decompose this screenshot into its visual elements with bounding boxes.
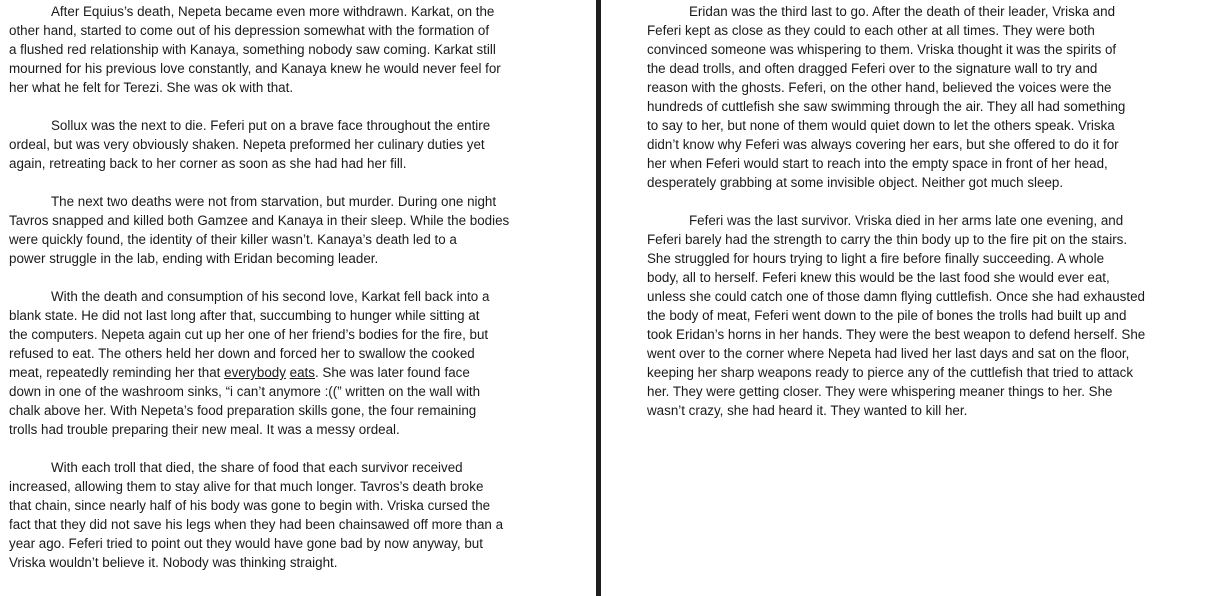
text-line: down in one of the washroom sinks, “i can’t anymore :((” written on the wall with (9, 384, 481, 399)
text-line: that chain, since nearly half of his body was gone to begin with. Vriska cursed the (9, 498, 491, 513)
text-line: other hand, started to come out of his depression somewhat with the formation of (9, 23, 490, 38)
text-line: Tavros snapped and killed both Gamzee and Kanaya in their sleep. While the bodies (9, 213, 510, 228)
text-line: refused to eat. The others held her down and forced her to swallow the cooked (9, 346, 475, 361)
text-line: The next two deaths were not from starvation, but murder. During one night (51, 194, 497, 209)
text-line: her what he felt for Terezi. She was ok with that. (9, 80, 294, 95)
text-line: mourned for his previous love constantly, and Kanaya knew he would never feel for (9, 61, 501, 76)
paragraph (9, 116, 569, 173)
text-line: body, all to herself. Feferi knew this would be the last food she would ever eat, (647, 270, 1110, 285)
text-line: Sollux was the next to die. Feferi put on a brave face throughout the entire (51, 118, 491, 133)
text-line: to say to her, but none of them would quiet down to let the others speak. Vriska (647, 118, 1115, 133)
text-line: After Equius’s death, Nepeta became even more withdrawn. Karkat, on the (51, 4, 495, 19)
text-line: the body of meat, Feferi went down to the pile of bones the trolls had built up and (647, 308, 1127, 323)
text-line: fact that they did not save his legs when they had been chainsawed off more than a (9, 517, 504, 532)
text-line: Feferi barely had the strength to carry the thin body up to the fire pit on the stairs. (647, 232, 1128, 247)
text-line: didn’t know why Feferi was always covering her ears, but she offered to do it for (647, 137, 1119, 152)
paragraph (9, 458, 569, 572)
text-line: again, retreating back to her corner as soon as she had had her fill. (9, 156, 407, 171)
text-line: increased, allowing them to stay alive for that much longer. Tavros’s death broke (9, 479, 484, 494)
paragraph (9, 2, 569, 97)
text-line: reason with the ghosts. Feferi, on the other hand, believed the voices were the (647, 80, 1112, 95)
underlined-word: everybody (224, 365, 286, 380)
text-line: Feferi was the last survivor. Vriska died in her arms late one evening, and (689, 213, 1124, 228)
text-line: With the death and consumption of his second love, Karkat fell back into a (51, 289, 490, 304)
underlined-word: eats (289, 365, 315, 380)
text-line: power struggle in the lab, ending with Eridan becoming leader. (9, 251, 379, 266)
text-line: unless she could catch one of those damn flying cuttlefish. Once she had exhausted (647, 289, 1145, 304)
paragraph (9, 192, 569, 268)
text-segment: . She was later found face (314, 365, 470, 380)
text-line: With each troll that died, the share of food that each survivor received (51, 460, 463, 475)
text-line: Feferi kept as close as they could to each other at all times. They were both (647, 23, 1095, 38)
text-line: Vriska wouldn’t believe it. Nobody was thinking straight. (9, 555, 338, 570)
text-line: trolls had trouble preparing their new meal. It was a messy ordeal. (9, 422, 400, 437)
text-line: year ago. Feferi tried to point out they would have gone bad by now anyway, but (9, 536, 483, 551)
text-line: blank state. He did not last long after that, succumbing to hunger while sitting at (9, 308, 480, 323)
text-segment: meat, repeatedly reminding her that (9, 365, 225, 380)
text-line: went over to the corner where Nepeta had lived her last days and sat on the floor, (647, 346, 1130, 361)
text-line: keeping her sharp weapons ready to pierce any of the cuttlefish that tried to attack (647, 365, 1134, 380)
text-line (9, 363, 569, 382)
text-line: were quickly found, the identity of their killer wasn’t. Kanaya’s death led to a (9, 232, 457, 247)
text-line: her. They were getting closer. They were whispering meaner things to her. She (647, 384, 1113, 399)
text-line: hundreds of cuttlefish she saw swimming through the air. They all had something (647, 99, 1126, 114)
text-line: Eridan was the third last to go. After the death of their leader, Vriska and (689, 4, 1116, 19)
text-line: convinced someone was whispering to them. Vriska thought it was the spirits of (647, 42, 1117, 57)
paragraph (9, 287, 569, 439)
text-line: took Eridan’s horns in her hands. They were the best weapon to defend herself. She (647, 327, 1146, 342)
text-line: the dead trolls, and often dragged Feferi over to the signature wall to try and (647, 61, 1098, 76)
text-line: chalk above her. With Nepeta’s food preparation skills gone, the four remaining (9, 403, 477, 418)
paragraph (647, 2, 1206, 192)
text-line: ordeal, but was very obviously shaken. Nepeta preformed her culinary duties yet (9, 137, 485, 152)
page-divider (596, 0, 601, 596)
text-line: her when Feferi would start to reach into the empty space in front of her head, (647, 156, 1108, 171)
text-line: wasn’t crazy, she had heard it. They wanted to kill her. (647, 403, 968, 418)
text-line: the computers. Nepeta again cut up her one of her friend’s bodies for the fire, but (9, 327, 489, 342)
paragraph (647, 211, 1206, 420)
right-page (647, 2, 1206, 596)
text-line: desperately grabbing at some invisible object. Neither got much sleep. (647, 175, 1064, 190)
left-page (9, 2, 569, 596)
text-line: She struggled for hours trying to light a fire before finally succeeding. A whole (647, 251, 1105, 266)
text-line: a flushed red relationship with Kanaya, something nobody saw coming. Karkat still (9, 42, 496, 57)
